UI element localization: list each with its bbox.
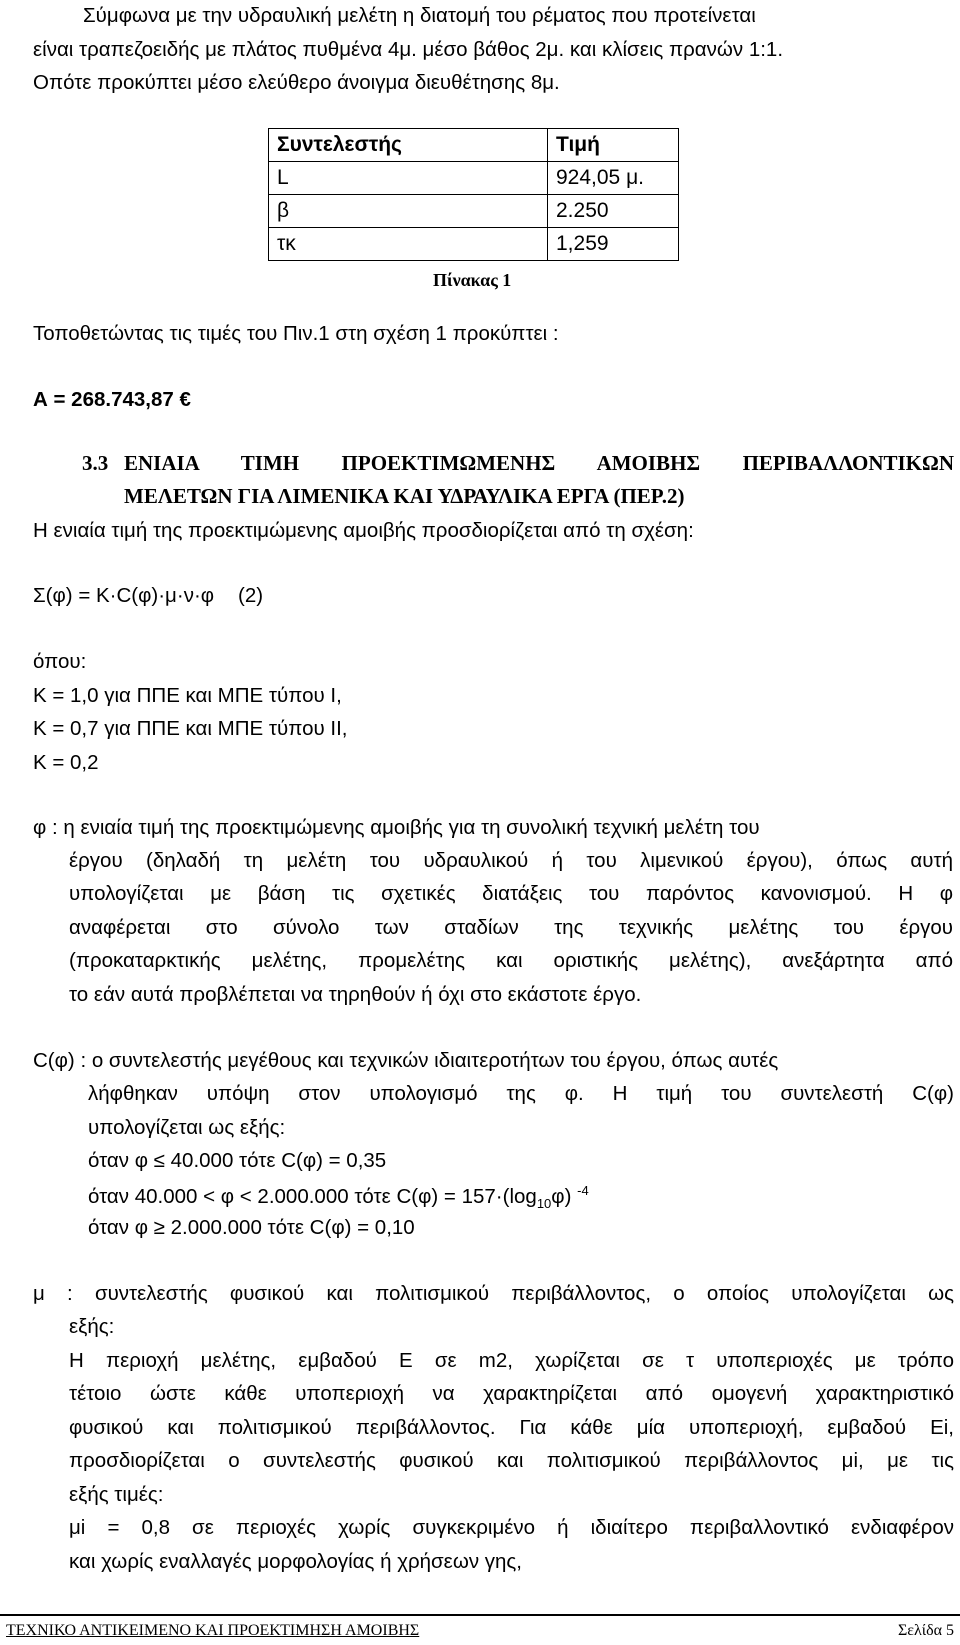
mu-def-line-5: φυσικού και πολιτισμικού περιβάλλοντος. Για κάθε μία υποπεριοχή, εμβαδού Ei, [69, 1416, 954, 1439]
table-cell: 1,259 [548, 228, 679, 261]
k-value-2: Κ = 0,7 για ΠΠΕ και ΜΠΕ τύπου ΙΙ, [33, 717, 348, 740]
mu-def-line-4: τέτοιο ώστε κάθε υποπεριοχή να χαρακτηρίζεται από ομογενή χαρακτηριστικό [69, 1382, 954, 1405]
mu-def-line-9: και χωρίς εναλλαγές μορφολογίας ή χρήσεων γης, [69, 1550, 522, 1573]
section-title-line-2: ΜΕΛΕΤΩΝ ΓΙΑ ΛΙΜΕΝΙΚΑ ΚΑΙ ΥΔΡΑΥΛΙΚΑ ΕΡΓΑ (ΠΕΡ.2) [124, 484, 685, 508]
cphi-condition-3: όταν φ ≥ 2.000.000 τότε C(φ) = 0,10 [88, 1216, 415, 1239]
table-caption: Πίνακας 1 [433, 270, 512, 290]
table-cell: 2.250 [548, 195, 679, 228]
table-cell: L [269, 162, 548, 195]
mu-def-line-8: μi = 0,8 σε περιοχές χωρίς συγκεκριμένο ή ιδιαίτερο περιβαλλοντικό ενδιαφέρον [69, 1516, 954, 1539]
section-title-line-1: ΕΝΙΑΙΑ ΤΙΜΗ ΠΡΟΕΚΤΙΜΩΜΕΝΗΣ ΑΜΟΙΒΗΣ ΠΕΡΙΒΑΛΛΟΝΤΙΚΩΝ [124, 451, 954, 475]
table-cell: 924,05 μ. [548, 162, 679, 195]
intro-line-2: είναι τραπεζοειδής με πλάτος πυθμένα 4μ. μέσο βάθος 2μ. και κλίσεις πρανών 1:1. [33, 38, 784, 61]
coefficients-table [268, 128, 679, 261]
formula: Σ(φ) = K·C(φ)·μ·ν·φ [33, 584, 215, 607]
after-table-text: Τοποθετώντας τις τιμές του Πιν.1 στη σχέση 1 προκύπτει : [33, 322, 559, 345]
phi-def-line-4: αναφέρεται στο σύνολο των σταδίων της τεχνικής μελέτης του έργου [69, 916, 953, 939]
exponent: -4 [577, 1183, 589, 1198]
cphi-condition-2 [88, 1183, 589, 1211]
phi-def-line-6: το εάν αυτά προβλέπεται να τηρηθούν ή όχι στο εκάστοτε έργο. [69, 983, 642, 1006]
footer-divider [0, 1614, 960, 1616]
mu-def-line-7: εξής τιμές: [69, 1483, 164, 1506]
k-value-1: Κ = 1,0 για ΠΠΕ και ΜΠΕ τύπου Ι, [33, 684, 342, 707]
cphi-mid-text-after: φ) [551, 1184, 572, 1208]
cphi-def-line-1: C(φ) : ο συντελεστής μεγέθους και τεχνικών ιδιαιτεροτήτων του έργου, όπως αυτές [33, 1049, 779, 1072]
table-header-row [269, 129, 679, 162]
log-base: 10 [536, 1195, 552, 1211]
where-label: όπου: [33, 650, 87, 673]
page-number: Σελίδα 5 [897, 1622, 954, 1639]
footer-title: ΤΕΧΝΙΚΟ ΑΝΤΙΚΕΙΜΕΝΟ ΚΑΙ ΠΡΟΕΚΤΙΜΗΣΗ ΑΜΟΙΒΗΣ [6, 1622, 420, 1639]
table-header-cell: Συντελεστής [269, 129, 548, 162]
section-number: 3.3 [82, 451, 109, 475]
mu-def-line-6: προσδιορίζεται ο συντελεστής φυσικού και πολιτισμικού περιβάλλοντος μi, με τις [69, 1449, 954, 1472]
intro-line-1: Σύμφωνα με την υδραυλική μελέτη η διατομή του ρέματος που προτείνεται [83, 4, 756, 27]
mu-def-line-1: μ : συντελεστής φυσικού και πολιτισμικού περιβάλλοντος, ο οποίος υπολογίζεται ως [33, 1282, 954, 1305]
k-value-3: Κ = 0,2 [33, 751, 99, 774]
table-row [269, 162, 679, 195]
section-intro: Η ενιαία τιμή της προεκτιμώμενης αμοιβής προσδιορίζεται από τη σχέση: [33, 519, 694, 542]
cphi-def-line-3: υπολογίζεται ως εξής: [88, 1116, 286, 1139]
cphi-condition-1: όταν φ ≤ 40.000 τότε C(φ) = 0,35 [88, 1149, 387, 1172]
phi-def-line-3: υπολογίζεται με βάση τις σχετικές διατάξεις του παρόντος κανονισμού. Η φ [69, 882, 953, 905]
table-row [269, 195, 679, 228]
mu-def-line-3: Η περιοχή μελέτης, εμβαδού Ε σε m2, χωρίζεται σε τ υποπεριοχές με τρόπο [69, 1349, 954, 1372]
formula-number: (2) [238, 584, 264, 607]
table-header-cell: Τιμή [548, 129, 679, 162]
result-a: Α = 268.743,87 € [33, 388, 191, 411]
table-cell: τκ [269, 228, 548, 261]
table-cell: β [269, 195, 548, 228]
phi-def-line-2: έργου (δηλαδή τη μελέτη του υδραυλικού ή του λιμενικού έργου), όπως αυτή [69, 849, 953, 872]
mu-def-line-2: εξής: [69, 1315, 115, 1338]
phi-def-line-1: φ : η ενιαία τιμή της προεκτιμώμενης αμοιβής για τη συνολική τεχνική μελέτη του [33, 816, 760, 839]
cphi-mid-text: όταν 40.000 < φ < 2.000.000 τότε C(φ) = 157·(log [88, 1184, 537, 1208]
table-row [269, 228, 679, 261]
intro-line-3: Οπότε προκύπτει μέσο ελεύθερο άνοιγμα διευθέτησης 8μ. [33, 71, 560, 94]
cphi-def-line-2: λήφθηκαν υπόψη στον υπολογισμό της φ. Η τιμή του συντελεστή C(φ) [88, 1082, 954, 1105]
phi-def-line-5: (προκαταρκτικής μελέτης, προμελέτης και οριστικής μελέτης), ανεξάρτητα από [69, 949, 953, 972]
